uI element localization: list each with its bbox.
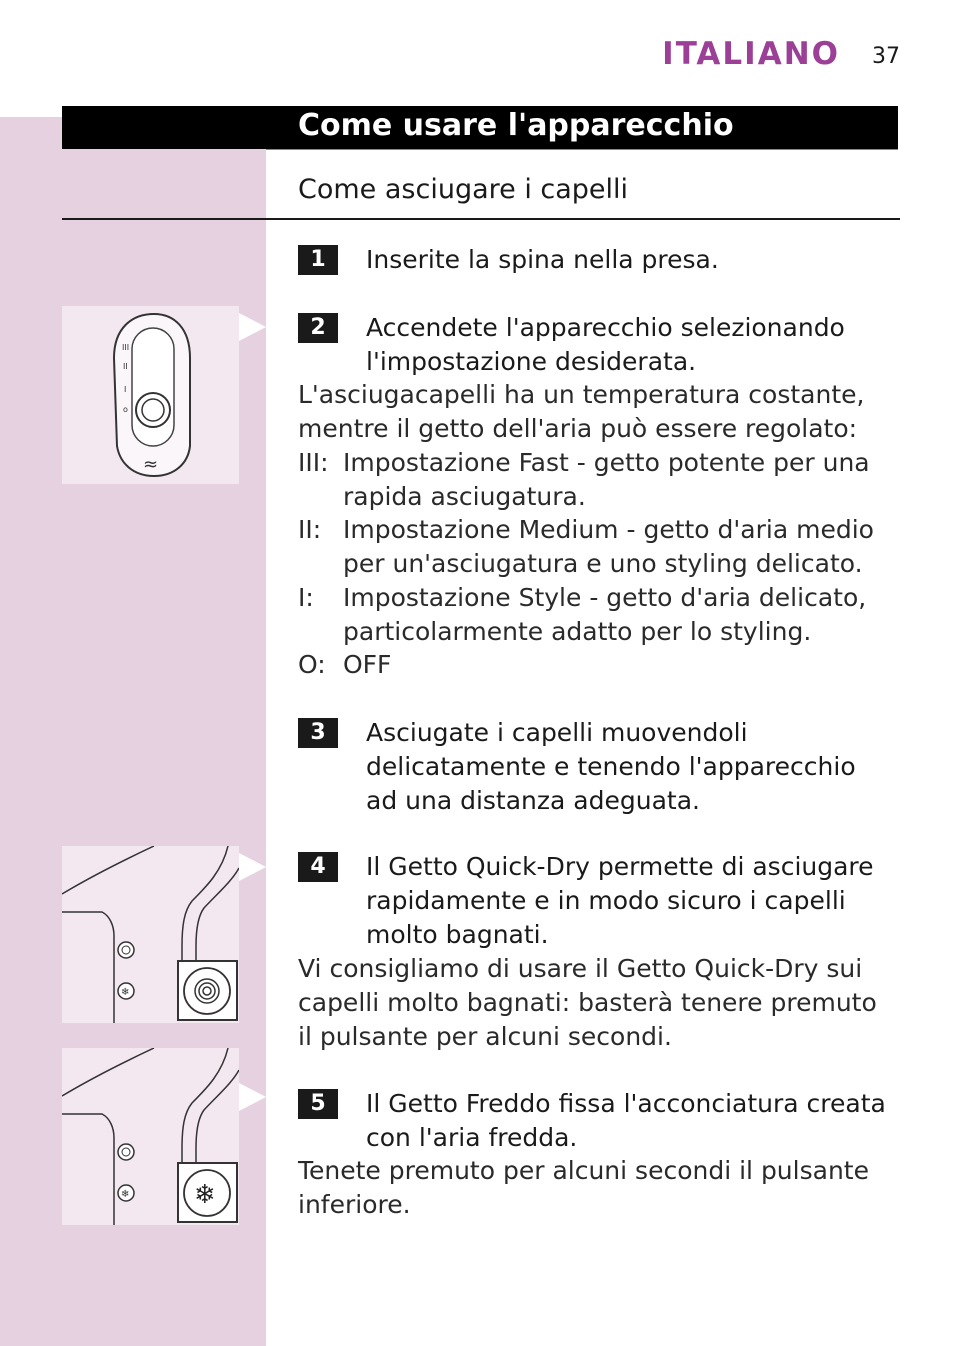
step-number: 5 (298, 1089, 338, 1119)
svg-text:❄: ❄ (194, 1180, 216, 1210)
page-number: 37 (872, 44, 900, 69)
svg-text:❄: ❄ (121, 1189, 130, 1200)
setting-code: O: (298, 650, 326, 679)
figure-switch (62, 306, 239, 484)
setting-item (298, 513, 888, 581)
cool-shot-button-icon (62, 1048, 239, 1225)
figure-pointer (239, 313, 266, 341)
step-3 (298, 716, 888, 818)
step4-note: Vi consigliamo di usare il Getto Quick-Dry sui capelli molto bagnati: basterà tenere premuto il pulsante per alcuni secondi. (298, 954, 877, 1051)
figure-quick-dry (62, 846, 239, 1023)
step-text: Il Getto Quick-Dry permette di asciugare rapidamente e in modo sicuro i capelli molto bagnati. (366, 852, 874, 949)
setting-item (298, 648, 888, 682)
step-text: Accendete l'apparecchio selezionando l'impostazione desiderata. (366, 313, 845, 376)
step-5 (298, 1087, 888, 1155)
setting-desc: Impostazione Medium - getto d'aria medio per un'asciugatura e uno styling delicato. (343, 515, 874, 578)
sidebar-strip (62, 149, 266, 213)
step-4 (298, 850, 888, 952)
svg-text:≈: ≈ (143, 454, 159, 475)
setting-desc: Impostazione Fast - getto potente per una rapida asciugatura. (343, 448, 870, 511)
setting-code: I: (298, 583, 314, 612)
language-label: ITALIANO (662, 36, 840, 72)
setting-code: III: (298, 448, 329, 477)
step5-note: Tenete premuto per alcuni secondi il pulsante inferiore. (298, 1156, 869, 1219)
figure-pointer (239, 1083, 266, 1111)
svg-text:❄: ❄ (121, 987, 130, 998)
divider (62, 218, 900, 220)
setting-code: II: (298, 515, 322, 544)
setting-desc: Impostazione Style - getto d'aria delicato, particolarmente adatto per lo styling. (343, 583, 867, 646)
step-number: 4 (298, 852, 338, 882)
svg-text:I: I (124, 385, 127, 394)
figure-pointer (239, 853, 266, 881)
figure-cool-shot (62, 1048, 239, 1225)
step-1 (298, 243, 888, 277)
svg-text:o: o (123, 405, 128, 414)
step-number: 2 (298, 313, 338, 343)
step-text: Inserite la spina nella presa. (366, 245, 719, 274)
svg-text:II: II (123, 362, 128, 371)
section-title-bar (62, 106, 898, 150)
step-text: Il Getto Freddo fissa l'acconciatura creata con l'aria fredda. (366, 1089, 886, 1152)
step-number: 3 (298, 718, 338, 748)
section-title: Come usare l'apparecchio (298, 108, 734, 143)
quick-dry-button-icon (62, 846, 239, 1023)
setting-desc: OFF (343, 650, 392, 679)
step-number: 1 (298, 245, 338, 275)
step-text: Asciugate i capelli muovendoli delicatamente e tenendo l'apparecchio ad una distanza adeguata. (366, 718, 856, 815)
svg-text:III: III (122, 343, 130, 352)
setting-item (298, 446, 888, 514)
subsection-title: Come asciugare i capelli (298, 174, 629, 205)
step2-intro: L'asciugacapelli ha un temperatura costante, mentre il getto dell'aria può essere regolato: (298, 380, 865, 443)
setting-item (298, 581, 888, 649)
switch-slider-icon (62, 306, 239, 484)
step-2 (298, 311, 888, 379)
